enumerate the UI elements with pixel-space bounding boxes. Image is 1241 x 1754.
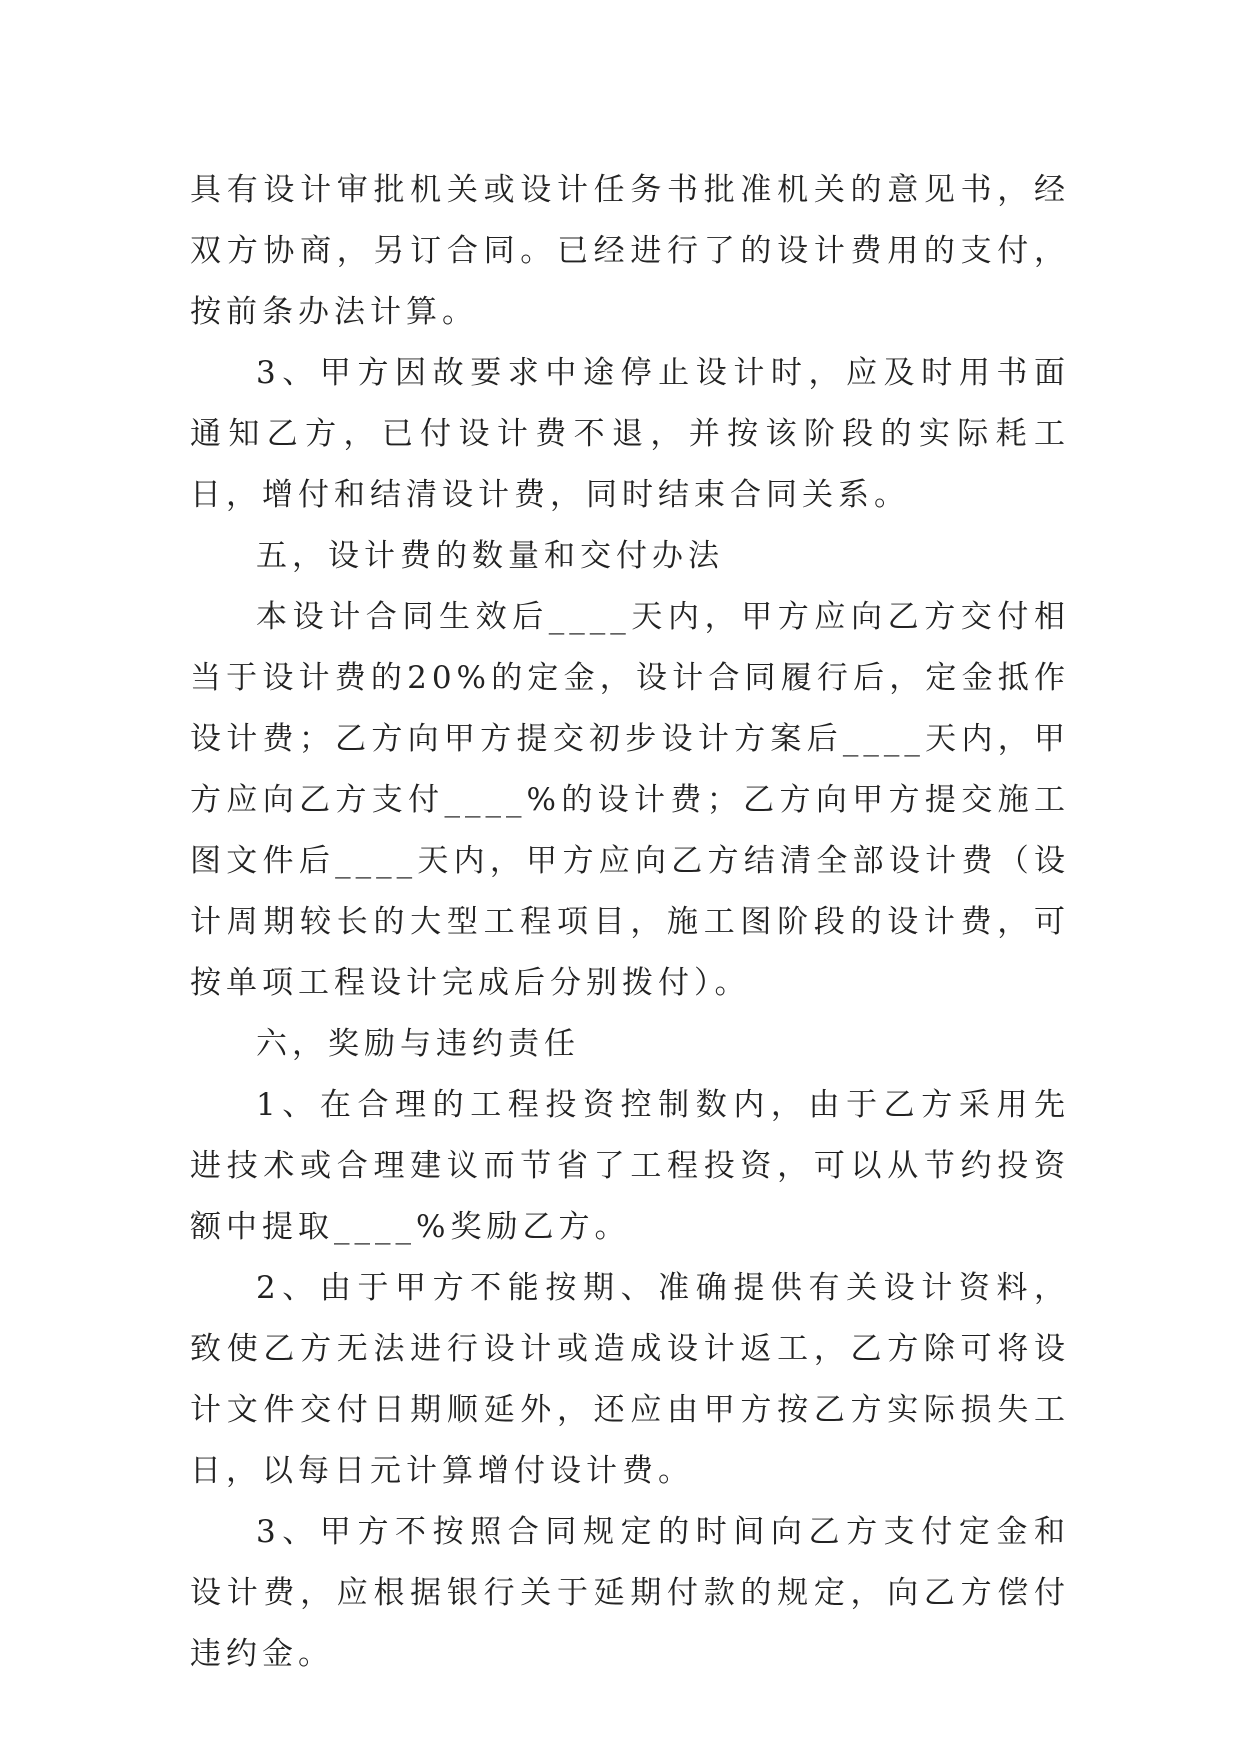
paragraph-clause-1-reward: 1、在合理的工程投资控制数内，由于乙方采用先进技术或合理建议而节省了工程投资，可以从节约投资额中提取____%奖励乙方。 [190,1087,1070,1245]
paragraph-continuation: 具有设计审批机关或设计任务书批准机关的意见书，经双方协商，另订合同。已经进行了的设计费用的支付，按前条办法计算。 [190,172,1070,330]
paragraph-clause-3-stop-design: 3、甲方因故要求中途停止设计时，应及时用书面通知乙方，已付设计费不退，并按该阶段的实际耗工日，增付和结清设计费，同时结束合同关系。 [190,355,1070,513]
paragraph-clause-2-delay: 2、由于甲方不能按期、准确提供有关设计资料，致使乙方无法进行设计或造成设计返工，乙方除可将设计文件交付日期顺延外，还应由甲方按乙方实际损失工日，以每日元计算增付设计费。 [190,1270,1070,1489]
document-body [190,160,1070,1685]
paragraph-clause-3-late-payment: 3、甲方不按照合同规定的时间向乙方支付定金和设计费，应根据银行关于延期付款的规定，向乙方偿付违约金。 [190,1514,1070,1672]
paragraph-fee-payment-terms: 本设计合同生效后____天内，甲方应向乙方交付相当于设计费的20%的定金，设计合同履行后，定金抵作设计费；乙方向甲方提交初步设计方案后____天内，甲方应向乙方支付____%的设计费；乙方向甲方提交施工图文件后____天内，甲方应向乙方结清全部设计费（设计周期较长的大型工程项目，施工图阶段的设计费，可按单项工程设计完成后分别拨付）。 [190,599,1070,1001]
section-heading-fee-payment: 五，设计费的数量和交付办法 [256,538,724,574]
section-heading-rewards-liability: 六，奖励与违约责任 [256,1026,580,1062]
